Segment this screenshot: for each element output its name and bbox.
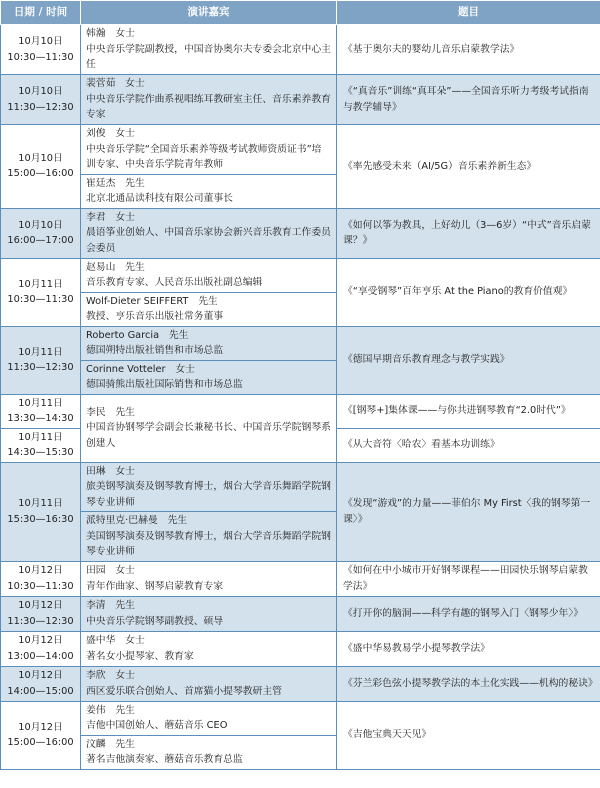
speaker-desc: 吉他中国创始人、蘑菇音乐 CEO	[86, 720, 228, 731]
topic-cell: 《吉他宝典天天见》	[337, 701, 600, 769]
time: 10:30—11:30	[7, 580, 74, 592]
speaker-name: 李清 先生	[86, 600, 135, 611]
date-cell	[1, 701, 81, 769]
speaker-name: 姜伟 先生	[86, 704, 135, 716]
speaker-cell	[81, 596, 337, 631]
date: 10月12日	[18, 565, 63, 576]
date-cell	[1, 208, 81, 258]
speaker	[81, 404, 336, 453]
speaker-cell	[81, 561, 337, 596]
topic-cell: 《“享受钢琴”百年亨乐 At the Piano的教育价值观》	[337, 258, 600, 326]
topic-cell: 《如何在中小城市开好钢琴课程——田园快乐钢琴启蒙教学法》	[337, 561, 600, 596]
speaker-name: 刘俊 女士	[86, 128, 135, 139]
table-row	[1, 666, 600, 701]
topic-cell: 《“真音乐”训练“真耳朵”——全国音乐听力考级考试指南与教学辅导》	[337, 75, 600, 125]
speaker-name: 盛中华 女士	[86, 635, 145, 646]
speaker-name: Roberto Garcia 先生	[86, 329, 189, 341]
date: 10月10日	[18, 152, 63, 164]
date: 10月10日	[18, 86, 63, 97]
topic-cell: 《[钢琴+]集体课——与你共进钢琴教育“2.0时代”》	[337, 394, 600, 428]
date-cell	[1, 394, 81, 428]
speaker-cell	[81, 75, 337, 125]
date-cell	[1, 631, 81, 666]
time: 10:30—11:30	[7, 294, 74, 305]
table-row	[1, 258, 600, 326]
speaker-cell	[81, 631, 337, 666]
date-cell	[1, 561, 81, 596]
speaker	[81, 735, 336, 769]
date: 10月11日	[18, 346, 63, 358]
speaker-desc: 中央音乐学院副教授，中国音协奥尔夫专委会北京中心主任	[86, 43, 331, 71]
time: 14:00—15:00	[7, 685, 74, 697]
header-speaker: 演讲嘉宾	[81, 1, 337, 25]
header-date: 日期 / 时间	[1, 1, 81, 25]
speaker	[81, 209, 336, 258]
speaker-name: 汶麟 先生	[86, 738, 135, 750]
speaker-name: 李民 先生	[86, 406, 135, 418]
header-row	[1, 1, 600, 25]
speaker-desc: 音乐教育专家、人民音乐出版社副总编辑	[86, 277, 263, 288]
speaker-desc: 晨语筝业创始人、中国音乐家协会新兴音乐教育工作委员会委员	[86, 227, 331, 254]
date: 10月11日	[18, 431, 63, 443]
table-row	[1, 326, 600, 394]
speaker	[81, 174, 336, 208]
time: 10:30—11:30	[7, 51, 74, 63]
speaker-desc: 中央音乐学院“全国音乐素养等级考试教师资质证书”培训专家、中央音乐学院青年教师	[86, 143, 322, 170]
topic-cell: 《从大音符〈哈农〉看基本功训练》	[337, 428, 600, 462]
speaker-desc: 美国钢琴演奏及钢琴教育博士，烟台大学音乐舞蹈学院钢琴专业讲师	[86, 530, 331, 557]
date: 10月12日	[18, 721, 63, 733]
table-row	[1, 125, 600, 209]
speaker-desc: 中国音协钢琴学会副会长兼秘书长、中国音乐学院钢琴系创建人	[86, 422, 331, 449]
speaker-desc: 青年作曲家、钢琴启蒙教育专家	[86, 580, 224, 592]
speaker-name: 派特里克·巴赫曼 先生	[86, 515, 188, 526]
speaker	[81, 667, 336, 700]
date-cell	[1, 75, 81, 125]
table-row	[1, 462, 600, 561]
date-cell	[1, 666, 81, 701]
speaker-name: 田琳 女士	[86, 465, 135, 477]
speaker	[81, 125, 336, 174]
speaker	[81, 562, 336, 595]
date-cell	[1, 326, 81, 394]
topic-cell: 《盛中华易教易学小提琴教学法》	[337, 631, 600, 666]
date-cell	[1, 428, 81, 462]
date: 10月11日	[18, 498, 63, 509]
table-row	[1, 596, 600, 631]
speaker-cell	[81, 258, 337, 326]
speaker-desc: 著名女小提琴家、教育家	[86, 650, 194, 662]
table-row	[1, 631, 600, 666]
topic-cell: 《基于奥尔夫的婴幼儿音乐启蒙教学法》	[337, 25, 600, 75]
speaker	[81, 463, 336, 512]
time: 14:30—15:30	[7, 447, 74, 458]
time: 15:00—16:00	[7, 737, 74, 748]
speaker-cell	[81, 462, 337, 561]
time: 15:00—16:00	[7, 168, 74, 180]
speaker-cell	[81, 701, 337, 769]
speaker-name: Wolf-Dieter SEIFFERT 先生	[86, 295, 218, 307]
speaker	[81, 259, 336, 292]
speaker-cell	[81, 666, 337, 701]
date: 10月12日	[18, 600, 63, 611]
speaker	[81, 327, 336, 360]
topic-cell: 《率先感受未来（AI/5G）音乐素养新生态》	[337, 125, 600, 209]
time: 15:30—16:30	[7, 513, 74, 525]
topic-cell: 《发现“游戏”的力量——菲伯尔 My First〈我的钢琴第一课〉》	[337, 462, 600, 561]
speaker-cell	[81, 394, 337, 462]
speaker	[81, 511, 336, 561]
speaker-cell	[81, 208, 337, 258]
speaker-desc: 德国朔特出版社销售和市场总监	[86, 345, 224, 356]
speaker-desc: 北京北通品读科技有限公司董事长	[86, 193, 233, 204]
speaker-cell	[81, 125, 337, 209]
speaker-desc: 中央音乐学院作曲系视唱练耳教研室主任、音乐素养教育专家	[86, 93, 331, 121]
date: 10月12日	[18, 670, 63, 681]
date: 10月11日	[18, 278, 63, 290]
time: 13:00—14:00	[7, 650, 74, 662]
table-row	[1, 75, 600, 125]
topic-cell: 《德国早期音乐教育理念与教学实践》	[337, 326, 600, 394]
topic-cell: 《芬兰彩色弦小提琴教学法的本土化实践——机构的秘诀》	[337, 666, 600, 701]
topic-cell: 《打开你的脑洞——科学有趣的钢琴入门〈钢琴少年〉》	[337, 596, 600, 631]
speaker-desc: 旅美钢琴演奏及钢琴教育博士，烟台大学音乐舞蹈学院钢琴专业讲师	[86, 481, 331, 508]
table-row	[1, 701, 600, 769]
speaker-name: 李君 女士	[86, 211, 135, 223]
header-topic: 题目	[337, 1, 600, 25]
speaker	[81, 360, 336, 394]
speaker	[81, 75, 336, 124]
speaker-name: 李欣 女士	[86, 670, 135, 681]
table-row	[1, 394, 600, 428]
speaker	[81, 292, 336, 326]
date-cell	[1, 462, 81, 561]
speaker	[81, 25, 336, 74]
speaker	[81, 597, 336, 630]
speaker-name: 赵易山 先生	[86, 261, 145, 273]
time: 11:30—12:30	[7, 362, 74, 373]
table-row	[1, 25, 600, 75]
date: 10月11日	[18, 397, 63, 409]
speaker-cell	[81, 326, 337, 394]
speaker-desc: 德国骑熊出版社国际销售和市场总监	[86, 379, 243, 390]
speaker	[81, 702, 336, 735]
speaker-name: 裴菅茹 女士	[86, 78, 145, 90]
date-cell	[1, 258, 81, 326]
topic-cell: 《如何以筝为教具，上好幼儿（3—6岁）“中式”音乐启蒙课？》	[337, 208, 600, 258]
speaker-name: 田园 女士	[86, 565, 135, 576]
speaker-name: Corinne Votteler 女士	[86, 363, 195, 375]
time: 16:00—17:00	[7, 235, 74, 246]
speaker-desc: 著名吉他演奏家、蘑菇音乐教育总监	[86, 754, 243, 765]
speaker-name: 韩瀚 女士	[86, 28, 135, 40]
speaker-name: 崔廷杰 先生	[86, 177, 145, 189]
date: 10月10日	[18, 36, 63, 47]
table-row	[1, 208, 600, 258]
speaker-desc: 教授、亨乐音乐出版社常务董事	[86, 311, 224, 322]
speaker	[81, 632, 336, 665]
table-row	[1, 561, 600, 596]
date-cell	[1, 596, 81, 631]
date: 10月10日	[18, 219, 63, 231]
speaker-desc: 西区爱乐联合创始人、首席猫小提琴教研主管	[86, 685, 282, 697]
time: 13:30—14:30	[7, 413, 74, 424]
date-cell	[1, 25, 81, 75]
speaker-cell	[81, 25, 337, 75]
date-cell	[1, 125, 81, 209]
date: 10月12日	[18, 635, 63, 646]
time: 11:30—12:30	[7, 101, 74, 113]
time: 11:30—12:30	[7, 615, 74, 627]
speaker-desc: 中央音乐学院钢琴副教授、硕导	[86, 615, 224, 627]
